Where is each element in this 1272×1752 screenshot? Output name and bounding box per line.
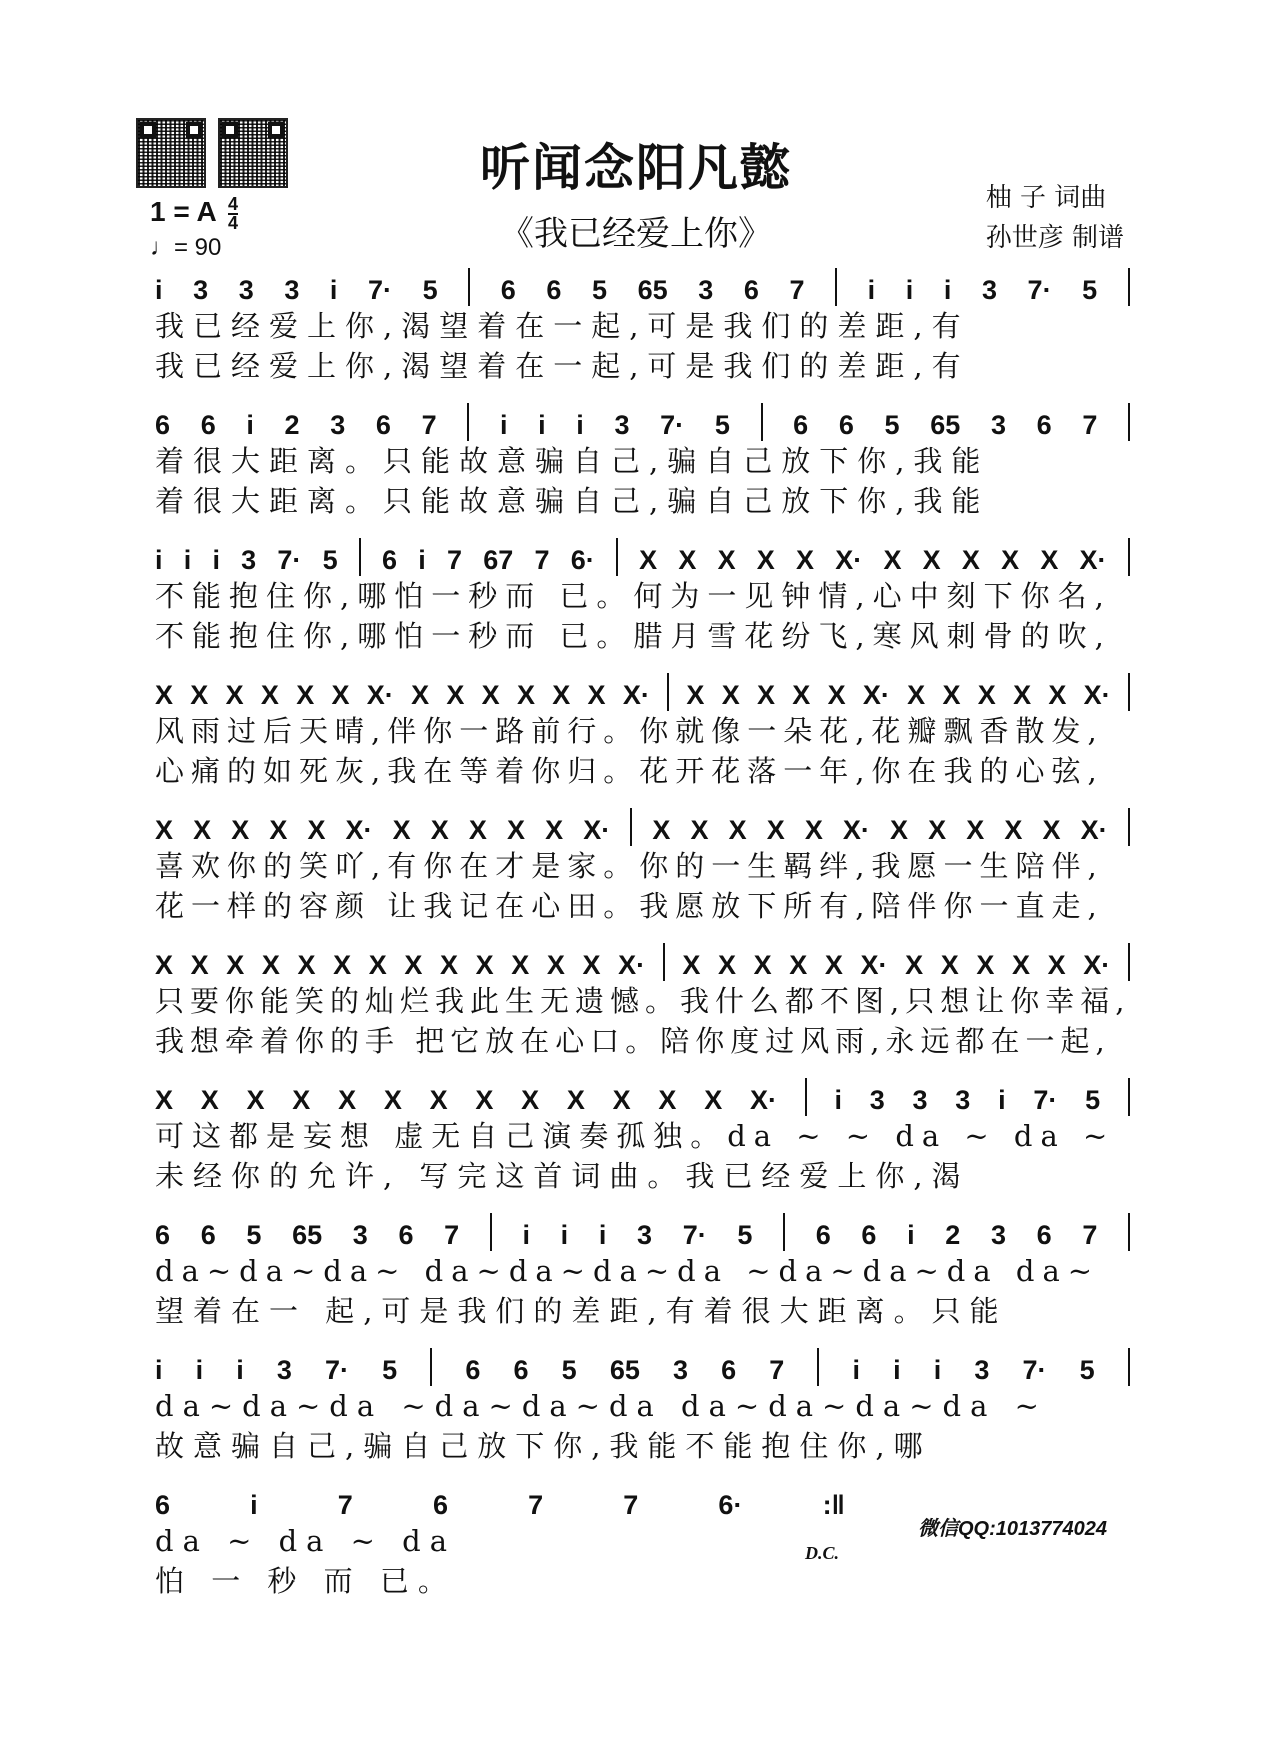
score-system	[155, 532, 1130, 656]
note: X	[961, 545, 980, 575]
note: X	[190, 950, 209, 980]
note: X	[392, 815, 411, 845]
note: X·	[1080, 815, 1108, 845]
note: X	[468, 815, 487, 845]
lyric-line-2: 未经你的允许, 写完这首词曲。我已经爱上你,渴	[155, 1159, 970, 1193]
score-system	[155, 397, 1130, 521]
note: 7·	[1027, 275, 1052, 305]
note: X	[338, 1085, 357, 1115]
bar-line	[430, 1348, 432, 1386]
note: X·	[1083, 680, 1111, 710]
note: 3	[672, 1355, 688, 1385]
note: 6	[398, 1220, 414, 1250]
note: i	[538, 410, 546, 440]
note: i	[998, 1085, 1006, 1115]
note: X	[155, 950, 174, 980]
note: 6	[500, 275, 516, 305]
note: 5	[422, 275, 438, 305]
note: X	[546, 950, 565, 980]
note: X	[905, 950, 924, 980]
lyricist: 柚 子 词曲	[985, 183, 1107, 213]
note: 7·	[682, 1220, 707, 1250]
note: i	[834, 1085, 842, 1115]
note: X	[883, 545, 902, 575]
note: 6	[838, 410, 854, 440]
note: X	[333, 950, 352, 980]
note: X	[566, 1085, 585, 1115]
time-signature	[228, 196, 238, 232]
note: 3	[614, 410, 630, 440]
note: X	[940, 950, 959, 980]
bar-line	[1128, 268, 1130, 306]
notation-line	[155, 532, 1130, 576]
note: X	[292, 1085, 311, 1115]
note: i	[905, 275, 914, 305]
note: 7·	[277, 545, 302, 575]
note: X	[922, 545, 941, 575]
note: 5	[884, 410, 900, 440]
lyric-line-2: 望着在一 起,可是我们的差距,有着很大距离。只能	[155, 1294, 1008, 1328]
song-subtitle: 《我已经爱上你》	[500, 214, 772, 254]
note: 5	[592, 275, 608, 305]
note: 2	[945, 1220, 961, 1250]
bar-line	[1128, 808, 1130, 846]
bar-line	[490, 1213, 492, 1251]
lyric-line-1: da~da~da~ da~da~da~da ~da~da~da da~	[155, 1254, 1101, 1288]
bar-line	[1128, 538, 1130, 576]
note: X	[717, 545, 736, 575]
note: i	[943, 275, 952, 305]
notation-line	[155, 1072, 1130, 1116]
lyric-line-2: 我想牵着你的手 把它放在心口。陪你度过风雨,永远都在一起,	[155, 1024, 1111, 1058]
note: 6	[513, 1355, 529, 1385]
note: 7	[534, 545, 550, 575]
bar-line	[835, 268, 837, 306]
bar-line	[359, 538, 361, 576]
note: X	[1001, 545, 1020, 575]
notation-line	[155, 802, 1130, 846]
note: X	[639, 545, 658, 575]
note: X	[545, 815, 564, 845]
note: X	[296, 680, 315, 710]
note: i	[576, 410, 584, 440]
note: X	[757, 680, 776, 710]
note: 6	[200, 410, 216, 440]
note: 7	[337, 1490, 353, 1520]
lyric-line-2: 不能抱住你,哪怕一秒而 已。腊月雪花纷飞,寒风刺骨的吹,	[155, 619, 1112, 653]
note: X	[690, 815, 709, 845]
bar-line	[1128, 403, 1130, 441]
note: i	[499, 410, 508, 440]
note: X	[440, 950, 459, 980]
note: X·	[618, 950, 646, 980]
note: 7	[447, 545, 463, 575]
note: 3	[352, 1220, 368, 1250]
note: X	[331, 680, 350, 710]
lyric-line-1: 不能抱住你,哪怕一秒而 已。何为一见钟情,心中刻下你名,	[155, 579, 1112, 613]
bar-line	[1128, 943, 1130, 981]
note: X	[297, 950, 316, 980]
note: 3	[955, 1085, 971, 1115]
note: X	[907, 680, 926, 710]
note: 6	[465, 1355, 481, 1385]
note: X·	[1083, 950, 1111, 980]
note: X	[521, 1085, 540, 1115]
note: 7·	[368, 275, 393, 305]
note: 6	[1036, 1220, 1052, 1250]
note: i	[212, 545, 220, 575]
note: X	[383, 1085, 402, 1115]
notation-line	[155, 397, 1130, 441]
note: i	[155, 545, 163, 575]
score-system	[155, 802, 1130, 926]
note: X	[966, 815, 985, 845]
note: i	[852, 1355, 861, 1385]
note: X	[475, 1085, 494, 1115]
note: X·	[842, 815, 870, 845]
note: 3	[974, 1355, 990, 1385]
note: 3	[238, 275, 254, 305]
note: 3	[284, 275, 300, 305]
note: X	[728, 815, 747, 845]
note: 6·	[570, 545, 595, 575]
note: 3	[193, 275, 209, 305]
note: X	[756, 545, 775, 575]
lyric-line-1: 风雨过后天晴,伴你一路前行。你就像一朵花,花瓣飘香散发,	[155, 714, 1104, 748]
note: X	[481, 680, 500, 710]
bar-line	[761, 403, 763, 441]
note: X	[582, 950, 601, 980]
score-system	[155, 1207, 1130, 1331]
lyric-line-2: 心痛的如死灰,我在等着你归。花开花落一年,你在我的心弦,	[155, 754, 1104, 788]
lyric-line-1: 我已经爱上你,渴望着在一起,可是我们的差距,有	[155, 309, 970, 343]
note: X	[411, 680, 430, 710]
note: 7	[528, 1490, 544, 1520]
note: i	[560, 1220, 569, 1250]
note: X	[269, 815, 288, 845]
note: 3	[869, 1085, 885, 1115]
note: 6	[546, 275, 562, 305]
note: 3	[637, 1220, 653, 1250]
credits	[986, 178, 1124, 258]
note: X	[704, 1085, 723, 1115]
bar-line	[1128, 673, 1130, 711]
note: i	[893, 1355, 901, 1385]
note: 3	[981, 275, 997, 305]
note: X	[225, 680, 244, 710]
note: i	[867, 275, 876, 305]
lyric-line-2: 故意骗自己,骗自己放下你,我能不能抱住你,哪	[155, 1429, 932, 1463]
note: i	[933, 1355, 942, 1385]
note: X	[942, 680, 961, 710]
note: X	[190, 680, 209, 710]
note: 6	[200, 1220, 216, 1250]
note: X	[658, 1085, 677, 1115]
note: i	[250, 1490, 258, 1520]
song-title: 听闻念阳凡懿	[480, 139, 792, 197]
note: X	[261, 950, 280, 980]
note: X	[446, 680, 465, 710]
notation-line	[155, 1342, 1130, 1386]
note: X	[155, 1085, 174, 1115]
note: i	[418, 545, 426, 575]
lyric-line-1: 喜欢你的笑吖,有你在才是家。你的一生羁绊,我愿一生陪伴,	[155, 849, 1104, 883]
note: 6	[155, 410, 171, 440]
note: X·	[622, 680, 650, 710]
note: X	[792, 680, 811, 710]
note: X	[789, 950, 808, 980]
note: X	[824, 950, 843, 980]
note: X	[766, 815, 785, 845]
note: X	[231, 815, 250, 845]
notation-line	[155, 1477, 845, 1521]
note: X·	[749, 1085, 777, 1115]
note: 6	[155, 1220, 171, 1250]
note: 5	[737, 1220, 753, 1250]
note: 6	[432, 1490, 448, 1520]
bar-line	[1128, 1078, 1130, 1116]
note: X	[511, 950, 530, 980]
note: X·	[860, 950, 888, 980]
note: i	[329, 275, 338, 305]
score-system	[155, 1072, 1130, 1196]
note: 7	[1082, 1220, 1098, 1250]
note: 3	[241, 545, 257, 575]
note: X	[1040, 545, 1059, 575]
note: 3	[330, 410, 346, 440]
note: X	[429, 1085, 448, 1115]
note: X	[682, 950, 701, 980]
note: 7	[623, 1490, 639, 1520]
bar-line	[630, 808, 632, 846]
note: X	[307, 815, 326, 845]
note: X	[1011, 950, 1030, 980]
note: 2	[284, 410, 300, 440]
note: :‖	[822, 1490, 845, 1520]
note: 6	[155, 1490, 171, 1520]
note: X	[200, 1085, 219, 1115]
time-top: 4	[228, 194, 239, 214]
note: X	[827, 680, 846, 710]
note: X	[686, 680, 705, 710]
note: 7·	[1022, 1355, 1047, 1385]
note: 6	[375, 410, 391, 440]
note: X	[506, 815, 525, 845]
note: i	[522, 1220, 530, 1250]
note: X	[804, 815, 823, 845]
note: 65	[637, 275, 668, 305]
note: X	[652, 815, 671, 845]
note: 5	[1085, 1085, 1101, 1115]
note: 6	[861, 1220, 877, 1250]
note: 5	[561, 1355, 577, 1385]
note: X	[587, 680, 606, 710]
note: 6	[743, 275, 759, 305]
note: 6·	[718, 1490, 743, 1520]
note: X	[612, 1085, 631, 1115]
note: 5	[714, 410, 730, 440]
note: X·	[366, 680, 394, 710]
note: X	[260, 680, 279, 710]
note: X	[928, 815, 947, 845]
note: X	[552, 680, 571, 710]
arranger: 孙世彦 制谱	[985, 223, 1124, 253]
lyric-line-2: 我已经爱上你,渴望着在一起,可是我们的差距,有	[155, 349, 970, 383]
bar-line	[1128, 1348, 1130, 1386]
bar-line	[663, 943, 665, 981]
note: i	[183, 545, 192, 575]
note: X	[155, 680, 174, 710]
note: 6	[721, 1355, 737, 1385]
time-bottom: 4	[228, 213, 239, 233]
note: X	[246, 1085, 265, 1115]
note: X	[193, 815, 212, 845]
note: 5	[246, 1220, 262, 1250]
note: 7·	[325, 1355, 350, 1385]
note: X	[1004, 815, 1023, 845]
bar-line	[805, 1078, 807, 1116]
bar-line	[468, 268, 470, 306]
bar-line	[1128, 1213, 1130, 1251]
notation-line	[155, 1207, 1130, 1251]
note: 67	[483, 545, 514, 575]
bar-line	[783, 1213, 785, 1251]
note: X	[717, 950, 736, 980]
note: 6	[815, 1220, 831, 1250]
note: 6	[1036, 410, 1052, 440]
note: X	[753, 950, 772, 980]
note: 3	[912, 1085, 928, 1115]
note: 7	[769, 1355, 785, 1385]
lyric-line-1: 可这都是妄想 虚无自己演奏孤独。da ~ ~ da ~ da ~	[155, 1119, 1116, 1153]
bar-line	[667, 673, 669, 711]
da-capo-mark: D.C.	[805, 1543, 840, 1563]
note: 7	[444, 1220, 460, 1250]
note: i	[907, 1220, 915, 1250]
bar-line	[467, 403, 469, 441]
score-system	[155, 262, 1130, 386]
note: 65	[930, 410, 961, 440]
note: 7	[1082, 410, 1098, 440]
note: 3	[276, 1355, 292, 1385]
notation-line	[155, 937, 1130, 981]
note: 5	[322, 545, 338, 575]
note: X	[226, 950, 245, 980]
lyric-line-2: 花一样的容颜 让我记在心田。我愿放下所有,陪伴你一直走,	[155, 889, 1104, 923]
notation-line	[155, 262, 1130, 306]
lyric-line-1: da~da~da ~da~da~da da~da~da~da ~	[155, 1389, 1048, 1423]
key-signature: 1 = A	[150, 196, 217, 227]
note: 7·	[660, 410, 685, 440]
note: X	[796, 545, 815, 575]
lyric-line-1: 只要你能笑的灿烂我此生无遗憾。我什么都不图,只想让你幸福,	[155, 984, 1131, 1018]
note: X·	[862, 680, 890, 710]
tempo-mark: ♩= 90	[150, 234, 222, 261]
note: X	[1048, 680, 1067, 710]
notation-line	[155, 667, 1130, 711]
note: X	[976, 950, 995, 980]
note: X	[475, 950, 494, 980]
note: 3	[990, 1220, 1006, 1250]
note: i	[246, 410, 254, 440]
note: X	[977, 680, 996, 710]
note: i	[598, 1220, 607, 1250]
note: 5	[1082, 275, 1098, 305]
lyric-line-1: 着很大距离。只能故意骗自己,骗自己放下你,我能	[155, 444, 990, 478]
note: X·	[345, 815, 373, 845]
note: X	[368, 950, 387, 980]
note: 5	[382, 1355, 398, 1385]
note: 3	[990, 410, 1006, 440]
note: X	[516, 680, 535, 710]
note: X·	[1079, 545, 1107, 575]
note: i	[155, 1355, 163, 1385]
bar-line	[616, 538, 618, 576]
note: X	[155, 815, 174, 845]
note: X	[404, 950, 423, 980]
score-system	[155, 1342, 1130, 1466]
note: 65	[292, 1220, 323, 1250]
note: X	[1013, 680, 1032, 710]
note: 65	[609, 1355, 640, 1385]
note: X	[721, 680, 740, 710]
lyric-line-2: 怕 一 秒 而 已。	[155, 1564, 456, 1598]
note: X	[430, 815, 449, 845]
note: i	[195, 1355, 204, 1385]
score-system	[155, 667, 1130, 791]
lyric-line-2: 着很大距离。只能故意骗自己,骗自己放下你,我能	[155, 484, 990, 518]
note: 6	[382, 545, 398, 575]
note: i	[155, 275, 163, 305]
note: 7·	[1033, 1085, 1058, 1115]
note: 5	[1079, 1355, 1095, 1385]
note: X·	[835, 545, 863, 575]
note: X	[678, 545, 697, 575]
note: i	[236, 1355, 244, 1385]
note: X	[1042, 815, 1061, 845]
note: 7	[789, 275, 805, 305]
note: X	[1047, 950, 1066, 980]
note: 3	[698, 275, 714, 305]
note: X	[890, 815, 909, 845]
score-system	[155, 937, 1130, 1061]
note: X·	[583, 815, 611, 845]
lyric-line-1: da ~ da ~ da	[155, 1524, 457, 1558]
note: 6	[793, 410, 809, 440]
contact-info: 微信QQ:1013774024	[918, 1518, 1108, 1540]
bar-line	[817, 1348, 819, 1386]
note: 7	[421, 410, 437, 440]
